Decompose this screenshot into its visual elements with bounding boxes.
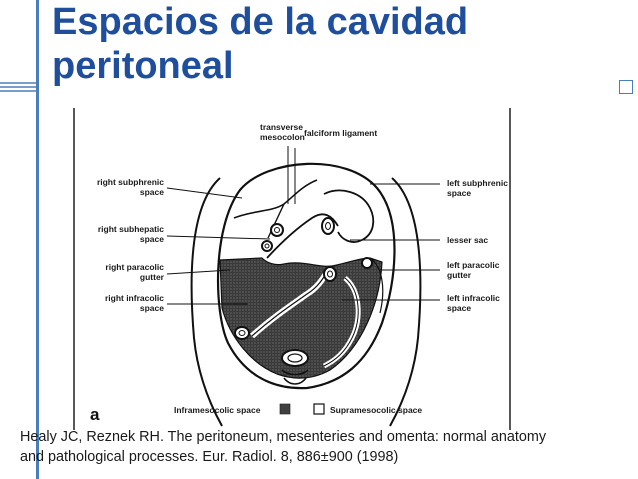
left-accent-bar [0,0,36,479]
label-falciform: falciform ligament [304,128,378,138]
label-transverse-2: mesocolon [260,132,305,142]
label-right-subphrenic-1: right subphrenic [96,177,164,187]
label-right-infracolic-2: space [139,303,164,313]
panel-letter: a [90,405,100,424]
label-left-subphrenic-2: space [447,188,472,198]
slide-title [52,0,612,88]
label-right-subhepatic-1: right subhepatic [97,224,164,234]
body-wall-right [390,178,420,426]
label-left-infracolic-2: space [447,303,472,313]
label-right-subphrenic-2: space [139,187,164,197]
label-right-infracolic-1: right infracolic [104,293,164,303]
citation-caption [20,427,630,467]
legend-inframesocolic: Inframesocolic space [174,405,261,415]
label-left-infracolic-1: left infracolic [447,293,500,303]
label-lesser-sac: lesser sac [447,235,489,245]
label-right-paracolic-1: right paracolic [105,262,164,272]
title-line-1: Espacios de la cavidad [52,1,469,43]
caption-line-1: Healy JC, Reznek RH. The peritoneum, mesenteries and omenta: normal anatomy [20,429,547,445]
legend-supramesocolic: Supramesocolic space [330,405,423,415]
label-left-subphrenic-1: left subphrenic [447,178,508,188]
peritoneal-spaces-diagram [62,108,562,430]
label-right-paracolic-2: gutter [139,272,164,282]
label-right-subhepatic-2: space [139,234,164,244]
body-wall-left [192,178,222,426]
caption-line-2: and pathological processes. Eur. Radiol. 8, 886±900 (1998) [20,449,399,465]
accent-stripes [0,81,36,93]
accent-line [36,0,39,479]
decorative-square-icon [619,80,633,94]
label-transverse-1: transverse [260,122,304,132]
legend-empty-swatch [314,404,324,414]
label-left-paracolic-1: left paracolic [447,260,500,270]
legend-hatch-swatch [280,404,290,414]
title-line-2: peritoneal [52,45,234,87]
label-left-paracolic-2: gutter [447,270,472,280]
